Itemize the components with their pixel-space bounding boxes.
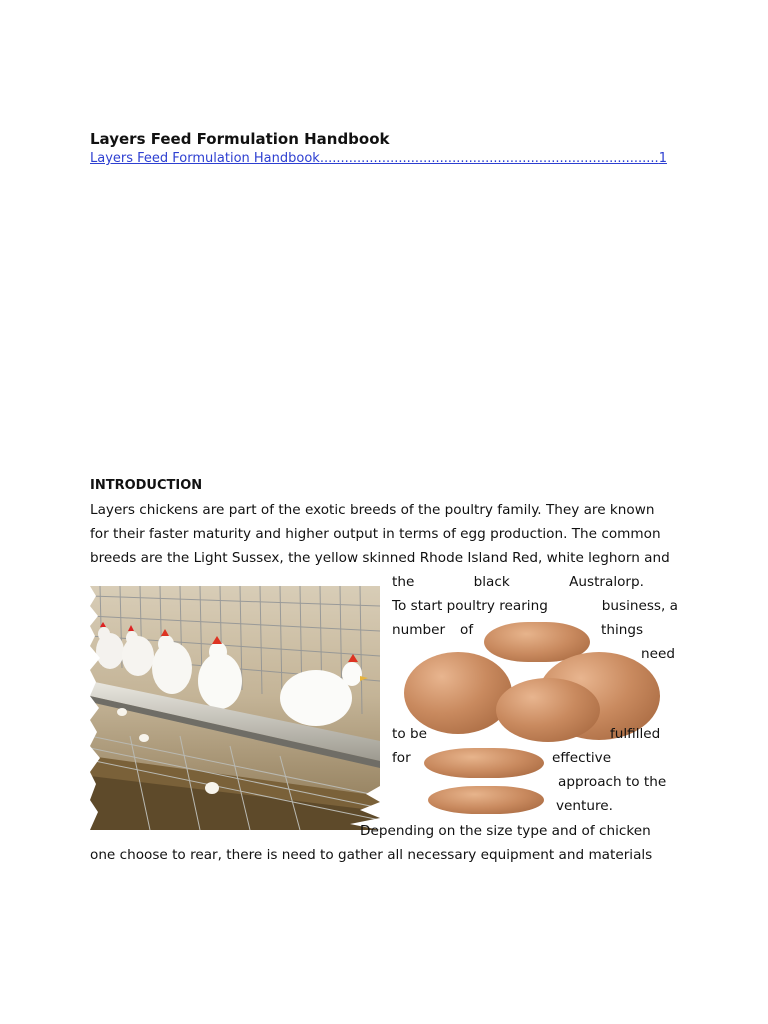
wrap-line-f-1: for	[392, 750, 411, 766]
toc-page-number: 1	[658, 151, 667, 166]
wrap-line-b	[392, 598, 678, 614]
word: the	[392, 574, 415, 590]
toc-entry-link[interactable]	[90, 151, 678, 166]
word: Australorp.	[569, 574, 644, 590]
word: black	[473, 574, 510, 590]
document-title: Layers Feed Formulation Handbook	[90, 130, 390, 148]
toc-entry-text: Layers Feed Formulation Handbook	[90, 151, 320, 166]
word: To start poultry rearing	[392, 598, 548, 614]
wrap-line-g: approach to the	[558, 774, 667, 790]
chicken-cage-illustration	[90, 586, 380, 830]
wrap-line-c-1: number	[392, 622, 446, 638]
introduction-heading: INTRODUCTION	[90, 478, 203, 493]
wrap-line-c-3: things	[601, 622, 644, 638]
intro-last-line: one choose to rear, there is need to gather all necessary equipment and materials	[90, 847, 653, 863]
wrap-line-a	[392, 574, 644, 590]
intro-line-1: Layers chickens are part of the exotic breeds of the poultry family. They are known	[90, 502, 655, 518]
wrap-line-e-1: to be	[392, 726, 427, 742]
egg	[496, 678, 600, 742]
wrap-line-c-2: of	[460, 622, 474, 638]
egg-strip-middle	[424, 748, 544, 778]
wrap-line-h: venture.	[556, 798, 613, 814]
toc-leader-dots: ..................................................................................	[319, 151, 659, 166]
egg	[404, 652, 512, 734]
chicken-cage-photo	[90, 586, 380, 830]
word: business, a	[601, 598, 678, 614]
wrap-line-e-2: fulfilled	[610, 726, 661, 742]
intro-line-3: breeds are the Light Sussex, the yellow skinned Rhode Island Red, white leghorn and	[90, 550, 670, 566]
egg-strip-bottom	[428, 786, 544, 814]
intro-line-2: for their faster maturity and higher output in terms of egg production. The common	[90, 526, 661, 542]
wrap-line-f-2: effective	[552, 750, 612, 766]
intro-line-after-image: Depending on the size type and of chicken	[360, 823, 651, 839]
wrap-line-d: need	[641, 646, 675, 662]
